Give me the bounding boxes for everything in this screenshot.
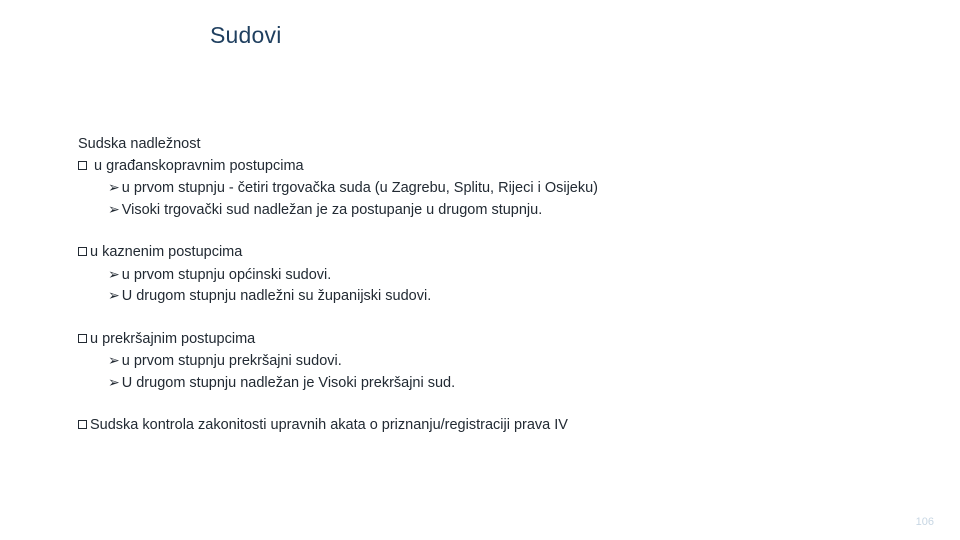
arrow-bullet-icon: ➢ <box>108 352 120 368</box>
section-1-title <box>78 156 598 178</box>
section-1-item-2-text: Visoki trgovački sud nadležan je za postupanje u drugom stupnju. <box>121 201 543 218</box>
section-4-label: Sudska kontrola zakonitosti upravnih akata o priznanju/registraciji prava IV <box>90 417 568 433</box>
section-2-item-2-text: U drugom stupnju nadležni su županijski sudovi. <box>121 288 432 304</box>
section-1-item-2 <box>78 199 598 221</box>
arrow-bullet-icon: ➢ <box>108 265 120 282</box>
section-1-item-1 <box>78 177 598 199</box>
section-3-item-1-text: u prvom stupnju prekršajni sudovi. <box>121 353 342 369</box>
section-3-item-1 <box>78 350 598 372</box>
square-bullet-icon <box>78 161 87 170</box>
slide-title: Sudovi <box>210 22 282 48</box>
section-2-label: u kaznenim postupcima <box>90 244 243 260</box>
section-3-label: u prekršajnim postupcima <box>90 330 256 347</box>
square-bullet-icon <box>78 420 87 429</box>
section-4-title <box>78 415 598 437</box>
square-bullet-icon <box>78 247 87 256</box>
arrow-bullet-icon: ➢ <box>108 287 120 303</box>
arrow-bullet-icon: ➢ <box>108 179 120 195</box>
section-2-item-1-text: u prvom stupnju općinski sudovi. <box>121 266 332 283</box>
section-3-item-2-text: U drugom stupnju nadležan je Visoki prekršajni sud. <box>121 374 456 391</box>
section-2-title <box>78 242 598 264</box>
section-3-item-2 <box>78 372 598 394</box>
section-2-item-2 <box>78 285 598 307</box>
section-2-item-1 <box>78 264 598 286</box>
page-number: 106 <box>915 516 934 528</box>
section-3-title <box>78 329 598 351</box>
content-heading: Sudska nadležnost <box>78 136 201 152</box>
arrow-bullet-icon: ➢ <box>108 200 120 217</box>
section-1-item-1-text: u prvom stupnju - četiri trgovačka suda (u Zagrebu, Splitu, Rijeci i Osijeku) <box>121 180 599 196</box>
section-1-label: u građanskopravnim postupcima <box>94 157 304 174</box>
arrow-bullet-icon: ➢ <box>108 373 120 390</box>
square-bullet-icon <box>78 334 87 343</box>
slide-content <box>78 134 598 437</box>
